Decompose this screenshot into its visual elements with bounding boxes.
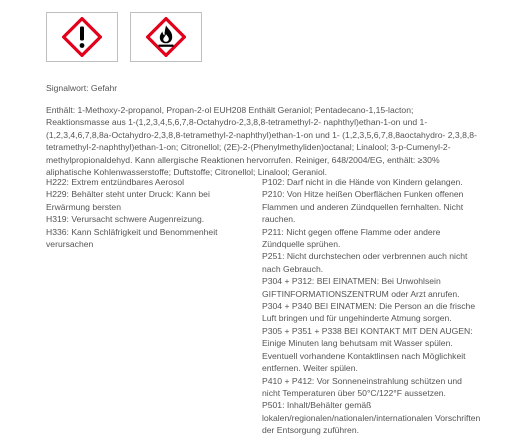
precautionary-statement: P211: Nicht gegen offene Flamme oder andere Zündquelle sprühen. <box>262 226 441 250</box>
precautionary-statements-list <box>262 176 482 437</box>
precautionary-statement: P501: Inhalt/Behälter gemäß lokalen/regionalen/nationalen/internationalen Vorschriften der Entsorgung zuführen. <box>262 400 481 436</box>
precautionary-statement: P410 + P412: Vor Sonneneinstrahlung schützen und nicht Temperaturen über 50°C/122°F aussetzen. <box>262 375 462 398</box>
precautionary-statement: P102: Darf nicht in die Hände von Kindern gelangen. <box>262 177 463 187</box>
ghs02-pictogram <box>130 12 202 62</box>
hazard-statement: H229: Behälter steht unter Druck: Kann bei Erwärmung bersten <box>46 189 210 212</box>
ghs02-flame-icon <box>146 17 186 57</box>
precautionary-statement: P304 + P312: BEI EINATMEN: Bei Unwohlsein GIFTINFORMATIONSZENTRUM oder Arzt anrufen. <box>262 276 460 299</box>
precautionary-statement: P304 + P340 BEI EINATMEN: Die Person an die frische Luft bringen und für ungehinderte Atmung sorgen. <box>262 301 476 324</box>
signal-word: Signalwort: Gefahr <box>46 83 118 93</box>
hazard-statements-list <box>46 176 254 250</box>
hazard-statement: H319: Verursacht schwere Augenreizung. <box>46 214 205 225</box>
ghs07-exclamation-mark-icon <box>62 17 102 57</box>
precautionary-statement: P210: Von Hitze heißen Oberflächen Funken offenen Flammen und anderen Zündquellen fernhalten. Nicht rauchen. <box>262 189 464 225</box>
hazard-statement: H336: Kann Schläfrigkeit und Benommenheit verursachen <box>46 226 218 250</box>
ghs07-pictogram <box>46 12 118 62</box>
ghs-pictograms <box>46 12 202 62</box>
contains-statement: Enthält: 1-Methoxy-2-propanol, Propan-2-ol EUH208 Enthält Geraniol; Pentadecano-1,15-lacton; Reaktionsmasse aus 1-(1,2,3,4,5,6,7,8-Octahydro-2,3,8,8-tetramethyl-2- naphthyl)ethan-1-on und 1-(1,2,3,4,6,7,8,8a-Octahydro-2,3,8,8-tetramethyl-2-naphthyl)ethan-1-on und 1- (1,2,3,5,6,7,8,8aoctahydro- 2,3,8,8-tetramethyl-2-naphthyl)ethan-1-on; Citronellol; (2E)-2-(Phenylmethyliden)octanal; Linalool; 3-p-Cumenyl-2- methylpropionaldehyd. Kann allergische Reaktionen hervorrufen. Reiniger, 648/2004/EG, enthält: ≥30% aliphatische Kohlenwasserstoffe; Duftstoffe; Citronellol; Linalool; Geraniol. <box>46 105 477 178</box>
precautionary-statement: P251: Nicht durchstechen oder verbrennen auch nicht nach Gebrauch. <box>262 251 468 274</box>
precautionary-statement: P305 + P351 + P338 BEI KONTAKT MIT DEN AUGEN: Einige Minuten lang behutsam mit Wasser spülen. Eventuell vorhandene Kontaktlinsen nach Möglichkeit entfernen. Weiter spülen. <box>262 325 473 374</box>
hazard-statement: H222: Extrem entzündbares Aerosol <box>46 177 185 187</box>
